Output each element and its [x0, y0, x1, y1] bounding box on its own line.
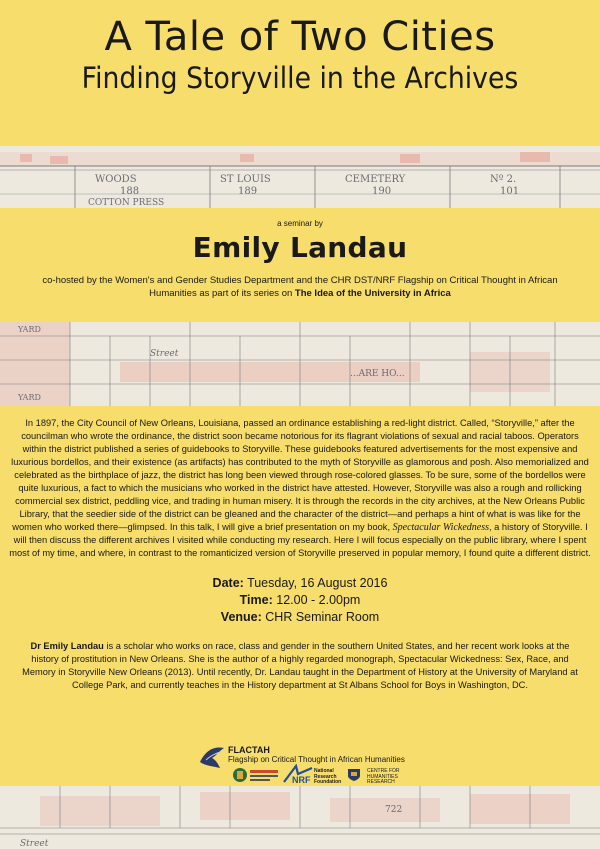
- header-band: [0, 0, 600, 146]
- cohost-statement: [0, 274, 600, 300]
- map-label-bottom-street: Street: [20, 839, 49, 849]
- partner-logos: [0, 744, 600, 786]
- flactah-tagline: Flagship on Critical Thought in African Humanities: [228, 755, 405, 764]
- date-line: [0, 575, 600, 592]
- nrf-line-3: Foundation: [314, 779, 342, 785]
- poster-subtitle: Finding Storyville in the Archives: [81, 61, 519, 95]
- poster-title: A Tale of Two Cities: [104, 14, 496, 60]
- venue-label: Venue:: [220, 610, 262, 624]
- map-label-ware: ...ARE HO...: [350, 369, 405, 379]
- abstract-part-1: In 1897, the City Council of New Orleans, Louisiana, passed an ordinance establishing a red-light district. Called, “Storyville,” after the councilman who wrote the ordinance, the district soon became notorious for its flagrant violations of sexual and racial taboos. Operators within the district published a series of guidebooks to Storyville. These guidebooks featured advertisements for the most expensive and luxurious bordellos, and their existence (as artifacts) has contributed to the myth of Storyville as glamorous and posh. Also memorialized and celebrated as the birthplace of jazz, the district has long been viewed through rose-colored glasses. To be sure, some of the bordellos were quite luxurious, a fact to which the musicians who worked in the district have attested. However, Storyville was also a rough and rollicking commercial sex district, peddling vice, and trading in human misery. It is through the records in the city archives, at the New Orleans Public Library, that the seedier side of the district can be gleaned and the character of the district—and perhaps a hint of what is was like for the women who worked there—glimpsed. In this talk, I will give a brief presentation on my book,: [11, 418, 589, 532]
- time-value: 12.00 - 2.00pm: [276, 593, 361, 607]
- map-illustration-bottom: [0, 786, 600, 849]
- date-value: Tuesday, 16 August 2016: [247, 576, 388, 590]
- map-strip-bottom: [0, 786, 600, 849]
- map-strip-middle: [0, 322, 600, 406]
- chr-line-2: HUMANITIES: [367, 773, 398, 780]
- bio-text: is a scholar who works on race, class and gender in the southern United States, and her recent work looks at the history of prostitution in New Orleans. She is the author of a highly regarded monograph, Spectacular Wickedness: Sex, Race, and Memory in Storyville New Orleans (2013). Until recently, Dr. Landau taught in the Department of History at the University of Maryland at College Park, and currently teaches in the History department at St Albans School for Boys in Washington, DC.: [22, 641, 578, 690]
- series-name: The Idea of the University in Africa: [294, 288, 451, 299]
- seminar-abstract: [0, 406, 600, 560]
- content-band: [0, 406, 600, 786]
- map-strip-top: [0, 146, 600, 208]
- chr-line-3: RESEARCH: [367, 779, 395, 785]
- speaker-name: Emily Landau: [192, 231, 408, 264]
- map-label-no-num: 101: [500, 186, 520, 197]
- map-label-street: Street: [150, 349, 179, 359]
- map-label-yard-1: YARD: [18, 325, 41, 334]
- university-crest-icon: [347, 768, 361, 782]
- map-illustration-middle: [0, 322, 600, 406]
- time-line: [0, 592, 600, 609]
- seminar-pre-label: a seminar by: [277, 219, 323, 228]
- dst-logo-icon: [250, 768, 278, 782]
- map-label-woods-num: 188: [120, 186, 140, 197]
- time-label: Time:: [239, 593, 273, 607]
- map-illustration-top: [0, 146, 600, 208]
- speaker-bio: [0, 640, 600, 692]
- cohost-text: co-hosted by the Women's and Gender Studies Department and the CHR DST/NRF Flagship on Critical Thought in African Humanities as part of its series on: [42, 275, 558, 299]
- abstract-book-title: Spectacular Wickedness: [392, 522, 489, 533]
- speaker-band: [0, 208, 600, 322]
- map-label-yard-2: YARD: [18, 393, 41, 402]
- coat-of-arms-icon: [232, 767, 248, 783]
- flactah-logo: [228, 746, 405, 764]
- map-label-cotton: COTTON PRESS: [88, 198, 165, 208]
- nrf-line-2: Research: [314, 773, 337, 780]
- flactah-bird-icon: [198, 744, 226, 770]
- event-details: [0, 575, 600, 626]
- nrf-line-1: National: [314, 768, 334, 774]
- map-label-cemetery: CEMETERY: [345, 174, 406, 185]
- venue-line: [0, 609, 600, 626]
- nrf-text: [314, 769, 341, 786]
- nrf-logo-icon: [282, 764, 314, 784]
- chr-logo: [367, 769, 400, 786]
- nrf-mark: NRF: [292, 775, 311, 784]
- map-label-woods: WOODS: [95, 174, 137, 185]
- map-label-bottom-num: 722: [385, 805, 403, 815]
- venue-value: CHR Seminar Room: [265, 610, 380, 624]
- abstract-part-2: , a history of Storyville. I will then discuss the different archives I visited while conducting my research. Here I will focus especially on the public library, where I spent most of my time, and where, in contrast to the romanticized version of Storyville preserved in popular memory, I found quite a different district.: [9, 522, 591, 558]
- map-label-st-louis: ST LOUIS: [220, 174, 271, 185]
- chr-line-1: CENTRE FOR: [367, 768, 400, 774]
- date-label: Date:: [212, 576, 244, 590]
- map-label-no: Nº 2.: [490, 174, 517, 185]
- map-label-st-louis-num: 189: [238, 186, 258, 197]
- map-label-cemetery-num: 190: [372, 186, 392, 197]
- bio-name: Dr Emily Landau: [30, 641, 104, 651]
- flactah-name: FLACTAH: [228, 745, 270, 755]
